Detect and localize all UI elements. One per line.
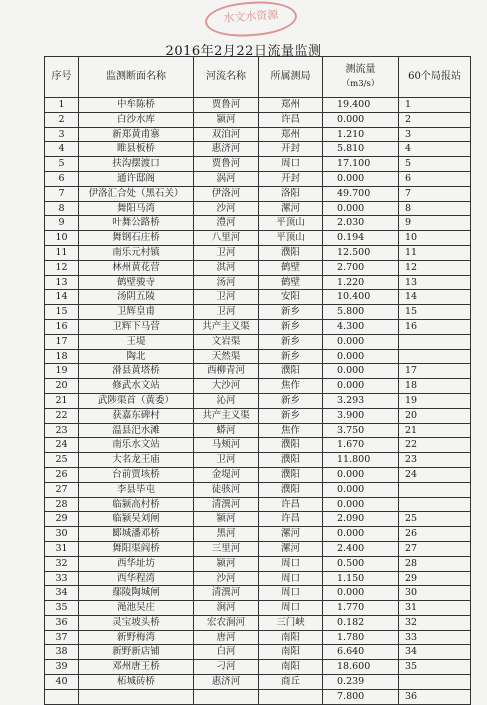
- flow-monitoring-table: [44, 56, 471, 705]
- cell-report: 18: [399, 379, 471, 394]
- cell-station: 通许邸阁: [79, 171, 194, 186]
- table-row: [45, 527, 471, 542]
- header-seq: 序号: [45, 57, 79, 98]
- cell-river: 共产主义渠: [194, 319, 259, 334]
- cell-report: 11: [399, 245, 471, 260]
- cell-bureau: 新乡: [259, 393, 323, 408]
- cell-flow: 1.220: [323, 275, 399, 290]
- cell-flow: 6.640: [323, 645, 399, 660]
- cell-seq: 3: [45, 127, 79, 142]
- cell-bureau: 洛阳: [259, 186, 323, 201]
- cell-flow: 11.800: [323, 453, 399, 468]
- header-flow-label: 测流量: [345, 64, 376, 75]
- table-row: [45, 245, 471, 260]
- cell-bureau: 安阳: [259, 290, 323, 305]
- cell-report: 7: [399, 186, 471, 201]
- table-row: [45, 305, 471, 320]
- cell-river: 沁河: [194, 393, 259, 408]
- cell-station: 林州黄花营: [79, 260, 194, 275]
- cell-seq: 9: [45, 216, 79, 231]
- cell-bureau: 漯河: [259, 527, 323, 542]
- cell-seq: 40: [45, 675, 79, 690]
- cell-river: 清潩河: [194, 497, 259, 512]
- cell-seq: 31: [45, 541, 79, 556]
- cell-flow: 0.000: [323, 334, 399, 349]
- cell-flow: 0.000: [323, 527, 399, 542]
- cell-report: 20: [399, 408, 471, 423]
- cell-flow: 2.090: [323, 512, 399, 527]
- cell-station: 叶舞公路桥: [79, 216, 194, 231]
- cell-flow: 0.000: [323, 467, 399, 482]
- cell-flow: 0.000: [323, 482, 399, 497]
- cell-report: 15: [399, 305, 471, 320]
- cell-flow: 5.800: [323, 305, 399, 320]
- cell-river: 澧河: [194, 216, 259, 231]
- table-row: [45, 171, 471, 186]
- table-row: [45, 497, 471, 512]
- cell-flow: 3.293: [323, 393, 399, 408]
- cell-station: 白沙水库: [79, 112, 194, 127]
- cell-seq: 32: [45, 556, 79, 571]
- cell-bureau: 南阳: [259, 645, 323, 660]
- cell-station: 新野梅湾: [79, 630, 194, 645]
- cell-bureau: 新乡: [259, 334, 323, 349]
- table-row: [45, 615, 471, 630]
- cell-flow: 0.239: [323, 675, 399, 690]
- table-row: [45, 216, 471, 231]
- cell-station: 灵宝坡头桥: [79, 615, 194, 630]
- cell-river: 伊洛河: [194, 186, 259, 201]
- cell-station: 渑池吴庄: [79, 601, 194, 616]
- cell-station: 新野新店铺: [79, 645, 194, 660]
- cell-flow: 2.030: [323, 216, 399, 231]
- header-river: 河流名称: [194, 57, 259, 98]
- cell-seq: 25: [45, 453, 79, 468]
- cell-bureau: 焦作: [259, 379, 323, 394]
- cell-station: 修武水文站: [79, 379, 194, 394]
- cell-bureau: 南阳: [259, 660, 323, 675]
- cell-flow: 0.000: [323, 112, 399, 127]
- cell-river: 贾鲁河: [194, 98, 259, 113]
- table-row: [45, 408, 471, 423]
- cell-seq: 7: [45, 186, 79, 201]
- cell-station: 武陟渠首（黄委）: [79, 393, 194, 408]
- cell-seq: 19: [45, 364, 79, 379]
- cell-flow: 0.000: [323, 349, 399, 364]
- cell-seq: 16: [45, 319, 79, 334]
- cell-flow: 7.800: [323, 689, 399, 704]
- cell-station: 大名龙王庙: [79, 453, 194, 468]
- cell-seq: 34: [45, 586, 79, 601]
- cell-flow: 0.000: [323, 497, 399, 512]
- cell-flow: 1.210: [323, 127, 399, 142]
- cell-report: 28: [399, 556, 471, 571]
- header-bureau: 所属测局: [259, 57, 323, 98]
- cell-river: 惠济河: [194, 675, 259, 690]
- cell-station: 舞阳马湾: [79, 201, 194, 216]
- cell-river: 淇河: [194, 260, 259, 275]
- cell-bureau: 商丘: [259, 675, 323, 690]
- cell-station: 舞阳渠阎桥: [79, 541, 194, 556]
- cell-bureau: 新乡: [259, 349, 323, 364]
- cell-station: 舞钢石庄桥: [79, 231, 194, 246]
- cell-flow: 4.300: [323, 319, 399, 334]
- cell-seq: 5: [45, 157, 79, 172]
- cell-seq: 36: [45, 615, 79, 630]
- cell-station: 南乐元村镇: [79, 245, 194, 260]
- seal-stamp: 水文水资源: [204, 0, 298, 39]
- cell-seq: 2: [45, 112, 79, 127]
- header-report: 60个局报站: [399, 57, 471, 98]
- cell-bureau: 平顶山: [259, 231, 323, 246]
- table-row: [45, 319, 471, 334]
- cell-river: 涡河: [194, 171, 259, 186]
- cell-station: 鄢陵陶城闸: [79, 586, 194, 601]
- cell-station: 陶北: [79, 349, 194, 364]
- cell-bureau: [259, 689, 323, 704]
- cell-station: 扶沟摆渡口: [79, 157, 194, 172]
- table-row: [45, 571, 471, 586]
- cell-station: 汤阴五陵: [79, 290, 194, 305]
- cell-bureau: 新乡: [259, 408, 323, 423]
- cell-river: 沙河: [194, 571, 259, 586]
- cell-flow: 3.750: [323, 423, 399, 438]
- table-row: [45, 127, 471, 142]
- cell-report: 6: [399, 171, 471, 186]
- cell-flow: 1.780: [323, 630, 399, 645]
- cell-report: [399, 497, 471, 512]
- cell-flow: 0.000: [323, 201, 399, 216]
- table-row: [45, 675, 471, 690]
- cell-flow: 10.400: [323, 290, 399, 305]
- table-row: [45, 112, 471, 127]
- cell-seq: 33: [45, 571, 79, 586]
- cell-river: 三里河: [194, 541, 259, 556]
- cell-report: 22: [399, 438, 471, 453]
- cell-report: 26: [399, 527, 471, 542]
- cell-river: 涧河: [194, 601, 259, 616]
- cell-river: 文岩渠: [194, 334, 259, 349]
- cell-seq: 27: [45, 482, 79, 497]
- cell-seq: 20: [45, 379, 79, 394]
- cell-seq: 24: [45, 438, 79, 453]
- cell-seq: 1: [45, 98, 79, 113]
- cell-bureau: 三门峡: [259, 615, 323, 630]
- cell-flow: 17.100: [323, 157, 399, 172]
- cell-seq: 30: [45, 527, 79, 542]
- cell-seq: 18: [45, 349, 79, 364]
- header-flow-unit: （m3/s）: [341, 79, 380, 89]
- cell-flow: 0.182: [323, 615, 399, 630]
- cell-seq: 17: [45, 334, 79, 349]
- cell-bureau: 周口: [259, 586, 323, 601]
- table-row: [45, 482, 471, 497]
- cell-river: 卫河: [194, 245, 259, 260]
- cell-river: 白河: [194, 645, 259, 660]
- cell-river: 天然渠: [194, 349, 259, 364]
- cell-report: 27: [399, 541, 471, 556]
- table-row: [45, 423, 471, 438]
- cell-seq: 28: [45, 497, 79, 512]
- cell-river: 唐河: [194, 630, 259, 645]
- cell-report: 32: [399, 615, 471, 630]
- cell-station: 鹤壁骏寺: [79, 275, 194, 290]
- cell-report: 21: [399, 423, 471, 438]
- cell-report: 3: [399, 127, 471, 142]
- cell-bureau: 鹤壁: [259, 275, 323, 290]
- cell-report: 24: [399, 467, 471, 482]
- cell-report: 30: [399, 586, 471, 601]
- cell-bureau: 漯河: [259, 201, 323, 216]
- cell-station: 南乐水文站: [79, 438, 194, 453]
- cell-seq: 4: [45, 142, 79, 157]
- cell-bureau: 周口: [259, 571, 323, 586]
- cell-bureau: 开封: [259, 171, 323, 186]
- cell-report: 10: [399, 231, 471, 246]
- cell-river: 共产主义渠: [194, 408, 259, 423]
- table-row: [45, 467, 471, 482]
- cell-bureau: 新乡: [259, 319, 323, 334]
- cell-seq: 14: [45, 290, 79, 305]
- cell-flow: 1.670: [323, 438, 399, 453]
- cell-report: 19: [399, 393, 471, 408]
- cell-report: [399, 675, 471, 690]
- cell-bureau: 许昌: [259, 512, 323, 527]
- cell-river: 汤河: [194, 275, 259, 290]
- cell-flow: 0.000: [323, 171, 399, 186]
- cell-river: 马颊河: [194, 438, 259, 453]
- cell-station: 伊洛汇合处（黑石关）: [79, 186, 194, 201]
- cell-report: 25: [399, 512, 471, 527]
- cell-flow: 18.600: [323, 660, 399, 675]
- cell-report: 16: [399, 319, 471, 334]
- cell-bureau: 濮阳: [259, 467, 323, 482]
- table-row: [45, 157, 471, 172]
- cell-river: 卫河: [194, 290, 259, 305]
- table-row: [45, 689, 471, 704]
- cell-station: 卫辉下马营: [79, 319, 194, 334]
- cell-river: 贾鲁河: [194, 157, 259, 172]
- cell-station: 郾城潘邓桥: [79, 527, 194, 542]
- cell-seq: 15: [45, 305, 79, 320]
- cell-seq: 39: [45, 660, 79, 675]
- cell-station: 新郑黄甫寨: [79, 127, 194, 142]
- cell-bureau: 南阳: [259, 630, 323, 645]
- cell-bureau: 濮阳: [259, 453, 323, 468]
- table-row: [45, 364, 471, 379]
- cell-river: 大沙河: [194, 379, 259, 394]
- cell-station: 卫辉皇甫: [79, 305, 194, 320]
- table-row: [45, 453, 471, 468]
- table-row: [45, 393, 471, 408]
- cell-report: 33: [399, 630, 471, 645]
- cell-report: 5: [399, 157, 471, 172]
- cell-bureau: 濮阳: [259, 482, 323, 497]
- cell-river: 沙河: [194, 201, 259, 216]
- cell-flow: 0.500: [323, 556, 399, 571]
- table-row: [45, 260, 471, 275]
- table-row: [45, 586, 471, 601]
- cell-bureau: 周口: [259, 157, 323, 172]
- cell-bureau: 濮阳: [259, 245, 323, 260]
- cell-flow: 3.900: [323, 408, 399, 423]
- cell-flow: 1.770: [323, 601, 399, 616]
- table-row: [45, 660, 471, 675]
- cell-report: [399, 349, 471, 364]
- header-flow: [323, 57, 399, 98]
- cell-station: 李县毕屯: [79, 482, 194, 497]
- cell-station: 获嘉东碑村: [79, 408, 194, 423]
- cell-report: [399, 334, 471, 349]
- cell-bureau: 濮阳: [259, 438, 323, 453]
- cell-report: 17: [399, 364, 471, 379]
- cell-seq: 11: [45, 245, 79, 260]
- table-row: [45, 512, 471, 527]
- cell-bureau: 周口: [259, 556, 323, 571]
- cell-station: 滑县黄塔桥: [79, 364, 194, 379]
- cell-report: 2: [399, 112, 471, 127]
- cell-flow: 0.000: [323, 364, 399, 379]
- cell-flow: 5.810: [323, 142, 399, 157]
- cell-flow: 2.700: [323, 260, 399, 275]
- table-row: [45, 379, 471, 394]
- cell-bureau: 平顶山: [259, 216, 323, 231]
- cell-seq: 26: [45, 467, 79, 482]
- table-row: [45, 438, 471, 453]
- table-header-row: [45, 57, 471, 98]
- table-row: [45, 556, 471, 571]
- cell-river: 颍河: [194, 112, 259, 127]
- cell-river: 惠济河: [194, 142, 259, 157]
- cell-seq: 13: [45, 275, 79, 290]
- cell-station: 柘城砖桥: [79, 675, 194, 690]
- cell-station: 临颍吴刘闸: [79, 512, 194, 527]
- cell-bureau: 濮阳: [259, 364, 323, 379]
- cell-report: 36: [399, 689, 471, 704]
- cell-bureau: 开封: [259, 142, 323, 157]
- cell-seq: 22: [45, 408, 79, 423]
- cell-report: 35: [399, 660, 471, 675]
- cell-station: 中牟陈桥: [79, 98, 194, 113]
- table-row: [45, 601, 471, 616]
- table-row: [45, 201, 471, 216]
- cell-report: 9: [399, 216, 471, 231]
- cell-report: 8: [399, 201, 471, 216]
- cell-report: 29: [399, 571, 471, 586]
- header-station: 监测断面名称: [79, 57, 194, 98]
- cell-river: 金堤河: [194, 467, 259, 482]
- cell-report: 14: [399, 290, 471, 305]
- cell-flow: 0.194: [323, 231, 399, 246]
- table-row: [45, 186, 471, 201]
- cell-bureau: 新乡: [259, 305, 323, 320]
- cell-river: 颍河: [194, 556, 259, 571]
- cell-seq: 8: [45, 201, 79, 216]
- cell-seq: 6: [45, 171, 79, 186]
- cell-bureau: 鹤壁: [259, 260, 323, 275]
- cell-report: 23: [399, 453, 471, 468]
- cell-river: 卫河: [194, 305, 259, 320]
- cell-river: [194, 689, 259, 704]
- cell-report: 1: [399, 98, 471, 113]
- cell-river: 刁河: [194, 660, 259, 675]
- cell-station: [79, 689, 194, 704]
- cell-station: 西华程湾: [79, 571, 194, 586]
- table-row: [45, 541, 471, 556]
- table-row: [45, 142, 471, 157]
- cell-bureau: 郑州: [259, 98, 323, 113]
- cell-flow: 19.400: [323, 98, 399, 113]
- table-row: [45, 231, 471, 246]
- cell-seq: 10: [45, 231, 79, 246]
- cell-report: 12: [399, 260, 471, 275]
- cell-flow: 0.000: [323, 379, 399, 394]
- cell-seq: 35: [45, 601, 79, 616]
- cell-river: 西柳青河: [194, 364, 259, 379]
- table-row: [45, 645, 471, 660]
- cell-flow: 1.150: [323, 571, 399, 586]
- cell-report: [399, 482, 471, 497]
- table-row: [45, 334, 471, 349]
- cell-river: 宏农涧河: [194, 615, 259, 630]
- cell-river: 清潩河: [194, 586, 259, 601]
- cell-seq: 12: [45, 260, 79, 275]
- cell-river: 蟒河: [194, 423, 259, 438]
- cell-station: 邓州唐王桥: [79, 660, 194, 675]
- cell-seq: 38: [45, 645, 79, 660]
- cell-station: 睢县板桥: [79, 142, 194, 157]
- cell-river: 八里河: [194, 231, 259, 246]
- cell-report: 13: [399, 275, 471, 290]
- cell-bureau: 许昌: [259, 112, 323, 127]
- cell-river: 徒骇河: [194, 482, 259, 497]
- cell-flow: 49.700: [323, 186, 399, 201]
- cell-river: 卫河: [194, 453, 259, 468]
- cell-river: 颍河: [194, 512, 259, 527]
- cell-river: 双洎河: [194, 127, 259, 142]
- cell-seq: 23: [45, 423, 79, 438]
- cell-seq: 21: [45, 393, 79, 408]
- cell-flow: 0.000: [323, 586, 399, 601]
- table-row: [45, 349, 471, 364]
- table-row: [45, 275, 471, 290]
- cell-station: 临颍高村桥: [79, 497, 194, 512]
- cell-flow: 2.400: [323, 541, 399, 556]
- cell-bureau: 焦作: [259, 423, 323, 438]
- cell-station: 台前贾垓桥: [79, 467, 194, 482]
- cell-seq: [45, 689, 79, 704]
- cell-bureau: 许昌: [259, 497, 323, 512]
- page-title: 2016年2月22日流量监测: [165, 44, 322, 59]
- cell-bureau: 郑州: [259, 127, 323, 142]
- cell-seq: 29: [45, 512, 79, 527]
- cell-station: 西华址坊: [79, 556, 194, 571]
- cell-station: 王堤: [79, 334, 194, 349]
- table-row: [45, 290, 471, 305]
- cell-bureau: 周口: [259, 601, 323, 616]
- cell-flow: 12.500: [323, 245, 399, 260]
- cell-report: 4: [399, 142, 471, 157]
- table-row: [45, 98, 471, 113]
- cell-bureau: 漯河: [259, 541, 323, 556]
- cell-report: 31: [399, 601, 471, 616]
- cell-river: 黑河: [194, 527, 259, 542]
- cell-seq: 37: [45, 630, 79, 645]
- cell-report: 34: [399, 645, 471, 660]
- table-row: [45, 630, 471, 645]
- cell-station: 温县汜水滩: [79, 423, 194, 438]
